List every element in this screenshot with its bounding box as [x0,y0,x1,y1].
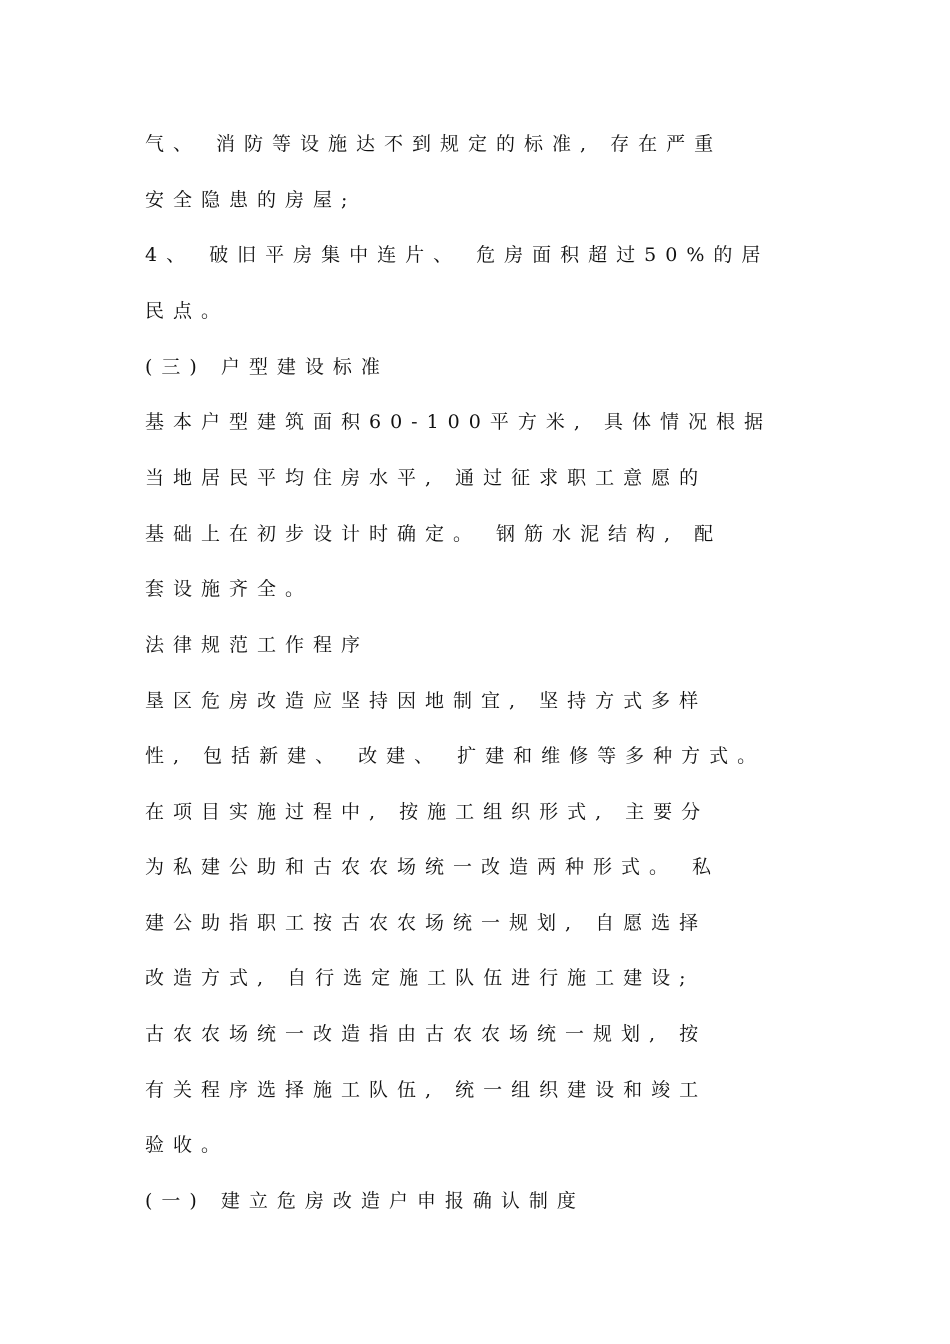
text-line: 民点。 [145,300,230,322]
text-line: 安全隐患的房屋; [145,189,357,211]
section-heading: (一) 建立危房改造户申报确认制度 [145,1190,585,1212]
text-line: 建公助指职工按古农农场统一规划, 自愿选择 [145,912,708,934]
text-line: 改造方式, 自行选定施工队伍进行施工建设; [145,967,695,989]
text-line: 当地居民平均住房水平, 通过征求职工意愿的 [145,467,708,489]
text-line: 垦区危房改造应坚持因地制宜, 坚持方式多样 [145,690,708,712]
text-line: 4、 破旧平房集中连片、 危房面积超过50%的居 [145,244,770,266]
text-line: 在项目实施过程中, 按施工组织形式, 主要分 [145,801,710,823]
section-heading: (三) 户型建设标准 [145,356,389,378]
text-line: 为私建公助和古农农场统一改造两种形式。 私 [145,856,721,878]
text-line: 验收。 [145,1134,230,1156]
text-line: 古农农场统一改造指由古农农场统一规划, 按 [145,1023,708,1045]
text-line: 基本户型建筑面积60-100平方米, 具体情况根据 [145,411,772,433]
text-line: 基础上在初步设计时确定。 钢筋水泥结构, 配 [145,523,723,545]
text-line: 有关程序选择施工队伍, 统一组织建设和竣工 [145,1079,708,1101]
section-heading: 法律规范工作程序 [145,634,370,656]
text-line: 性, 包括新建、 改建、 扩建和维修等多种方式。 [145,745,766,767]
text-line: 气、 消防等设施达不到规定的标准, 存在严重 [145,133,723,155]
text-line: 套设施齐全。 [145,578,314,600]
